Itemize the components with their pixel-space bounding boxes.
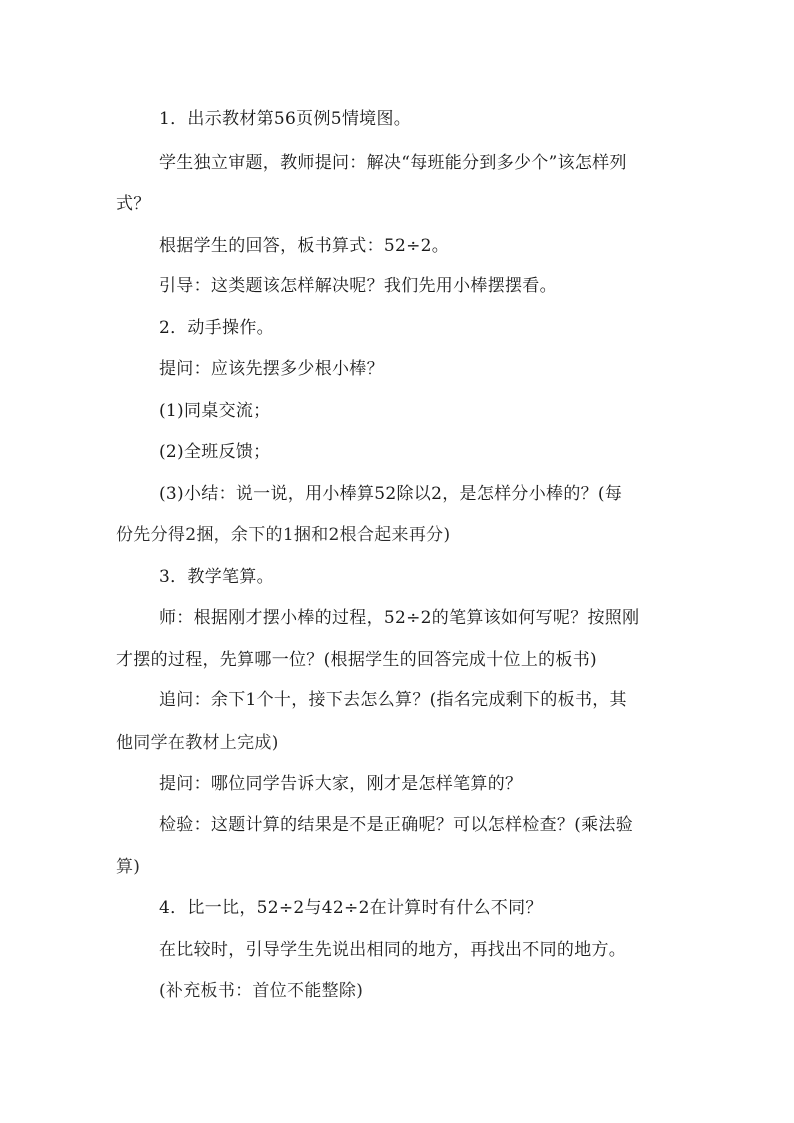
paragraph-line: 提问：哪位同学告诉大家，刚才是怎样笔算的？ bbox=[159, 774, 523, 794]
list-item: (3)小结：说一说，用小棒算52除以2，是怎样分小棒的？(每 bbox=[159, 484, 623, 504]
paragraph-line: 份先分得2捆，余下的1捆和2根合起来再分) bbox=[116, 525, 451, 545]
step-2-heading: 2．动手操作。 bbox=[159, 318, 274, 338]
paragraph-line: 引导：这类题该怎样解决呢？我们先用小棒摆摆看。 bbox=[159, 276, 557, 296]
step-1-heading: 1．出示教材第56页例5情境图。 bbox=[159, 109, 412, 129]
paragraph-line: (补充板书：首位不能整除) bbox=[159, 981, 364, 1001]
paragraph-line: 他同学在教材上完成) bbox=[116, 733, 279, 753]
paragraph-line: 才摆的过程，先算哪一位？(根据学生的回答完成十位上的板书) bbox=[116, 650, 597, 670]
paragraph-line: 提问：应该先摆多少根小棒？ bbox=[159, 359, 384, 379]
paragraph-line: 学生独立审题，教师提问：解决“每班能分到多少个”该怎样列 bbox=[159, 153, 627, 173]
paragraph-line: 在比较时，引导学生先说出相同的地方，再找出不同的地方。 bbox=[159, 940, 627, 960]
paragraph-line: 式？ bbox=[116, 194, 151, 214]
paragraph-line: 追问：余下1个十，接下去怎么算？(指名完成剩下的板书，其 bbox=[159, 690, 627, 710]
step-3-heading: 3．教学笔算。 bbox=[159, 567, 274, 587]
paragraph-line: 算) bbox=[116, 857, 141, 877]
paragraph-line: 根据学生的回答，板书算式：52÷2。 bbox=[159, 236, 450, 256]
step-4-heading: 4．比一比，52÷2与42÷2在计算时有什么不同？ bbox=[159, 898, 543, 918]
list-item: (1)同桌交流； bbox=[159, 401, 271, 421]
paragraph-line: 师：根据刚才摆小棒的过程，52÷2的笔算该如何写呢？按照刚 bbox=[159, 608, 640, 628]
paragraph-line: 检验：这题计算的结果是不是正确呢？可以怎样检查？(乘法验 bbox=[159, 815, 634, 835]
list-item: (2)全班反馈； bbox=[159, 442, 271, 462]
